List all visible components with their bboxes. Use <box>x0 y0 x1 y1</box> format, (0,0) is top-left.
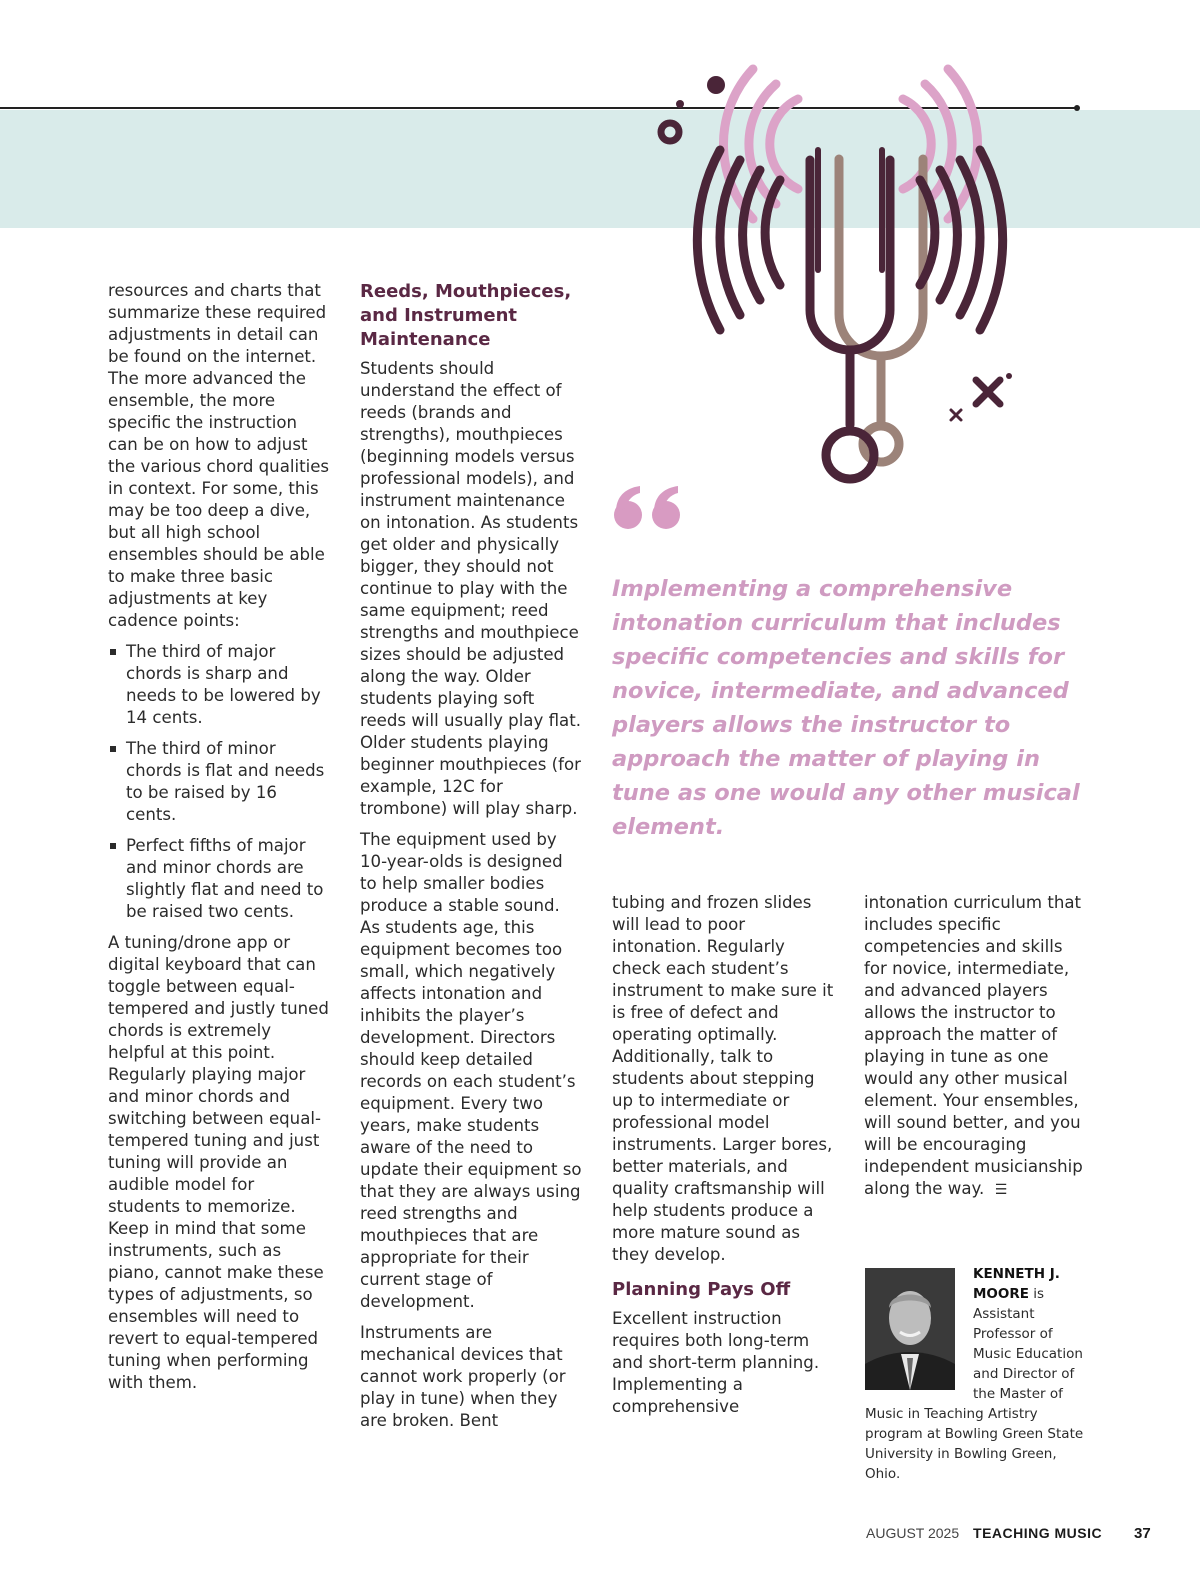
col3-paragraph-1: tubing and frozen slides will lead to poor intonation. Regularly check each student’s instrument to make sure it is free of defect and operating optimally. Additionally, talk to students about stepping up to intermediate or professional model instruments. Larger bores, better materials, and quality craftsmanship will help students produce a more mature sound as they develop. <box>612 893 834 1264</box>
pull-quote: Implementing a comprehensive intonation curriculum that includes specific competencies and skills for novice, intermediate, and advanced players allows the instructor to approach the matter of playing in tune as one would any other musical element. <box>612 576 1080 840</box>
author-bio <box>865 1264 1087 1484</box>
section-heading-planning: Planning Pays Off <box>612 1279 791 1300</box>
col3-paragraph-2: Excellent instruction requires both long-term and short-term planning. Implementing a comprehensive <box>612 1309 820 1416</box>
col2-paragraph-1: Students should understand the effect of reeds (brands and strengths), mouthpieces (beginning models versus professional models), and instrument maintenance on intonation. As students get older and physically bigger, they should not continue to play with the same equipment; reed strengths and mouthpiece sizes should be adjusted along the way. Older students playing soft reeds will usually play flat. Older students playing beginner mouthpieces (for example, 12C for trombone) will play sharp. <box>360 359 581 818</box>
col2-paragraph-3: Instruments are mechanical devices that cannot work properly (or play in tune) when they are broken. Bent <box>360 1323 566 1430</box>
column-2 <box>360 280 582 1441</box>
tuning-fork-icon <box>640 60 1060 500</box>
header-rule-dot <box>1074 105 1080 111</box>
page-number: 37 <box>1134 1525 1151 1542</box>
col2-paragraph-2: The equipment used by 10-year-olds is designed to help smaller bodies produce a stable sound. As students age, this equipment becomes too small, which negatively affects intonation and inhibits the player’s development. Directors should keep detailed records on each student’s equipment. Every two years, make students aware of the need to update their equipment so that they are always using reed strengths and mouthpieces that are appropriate for their current stage of development. <box>360 830 582 1311</box>
issue-date: AUGUST 2025 <box>866 1525 960 1541</box>
col1-paragraph-1: resources and charts that summarize these required adjustments in detail can be found on the internet. The more advanced the ensemble, the more specific the instruction can be on how to adjust the various chord qualities in context. For some, this may be too deep a dive, but all high school ensembles should be able to make three basic adjustments at key cadence points: <box>108 281 330 630</box>
col4-paragraph-1 <box>864 892 1084 1201</box>
magazine-title: TEACHING MUSIC <box>973 1525 1103 1541</box>
quote-mark-icon <box>612 482 692 532</box>
author-bio-text: is Assistant Professor of Music Education and Director of the Master of Music in Teaching Artistry program at Bowling Green State University in Bowling Green, Ohio. <box>865 1286 1084 1482</box>
col1-paragraph-2: A tuning/drone app or digital keyboard that can toggle between equal-tempered and justly tuned chords is extremely helpful at this point. Regularly playing major and minor chords and switching between equal-tempered tuning and just tuning will provide an audible model for students to memorize. Keep in mind that some instruments, such as piano, cannot make these types of adjustments, so ensembles will need to revert to equal-tempered tuning when performing with them. <box>108 933 329 1392</box>
adjustment-list <box>108 641 330 923</box>
page-footer <box>866 1525 1151 1542</box>
end-mark-icon: ☰ <box>994 1182 1008 1198</box>
author-name: KENNETH J. MOORE <box>973 1266 1060 1302</box>
list-item: Perfect fifths of major and minor chords are slightly flat and need to be raised two cents. <box>108 835 330 923</box>
column-1 <box>108 280 330 1403</box>
column-3 <box>612 892 834 1427</box>
list-item: The third of major chords is sharp and needs to be lowered by 14 cents. <box>108 641 330 729</box>
col4-text: intonation curriculum that includes specific competencies and skills for novice, intermediate, and advanced players allows the instructor to approach the matter of playing in tune as one would any other musical element. Your ensembles, will sound better, and you will be encouraging independent musicianship along the way. <box>864 893 1083 1198</box>
column-4 <box>864 892 1084 1210</box>
section-heading-reeds: Reeds, Mouthpieces, and Instrument Maintenance <box>360 281 572 350</box>
list-item: The third of minor chords is flat and needs to be raised by 16 cents. <box>108 738 330 826</box>
